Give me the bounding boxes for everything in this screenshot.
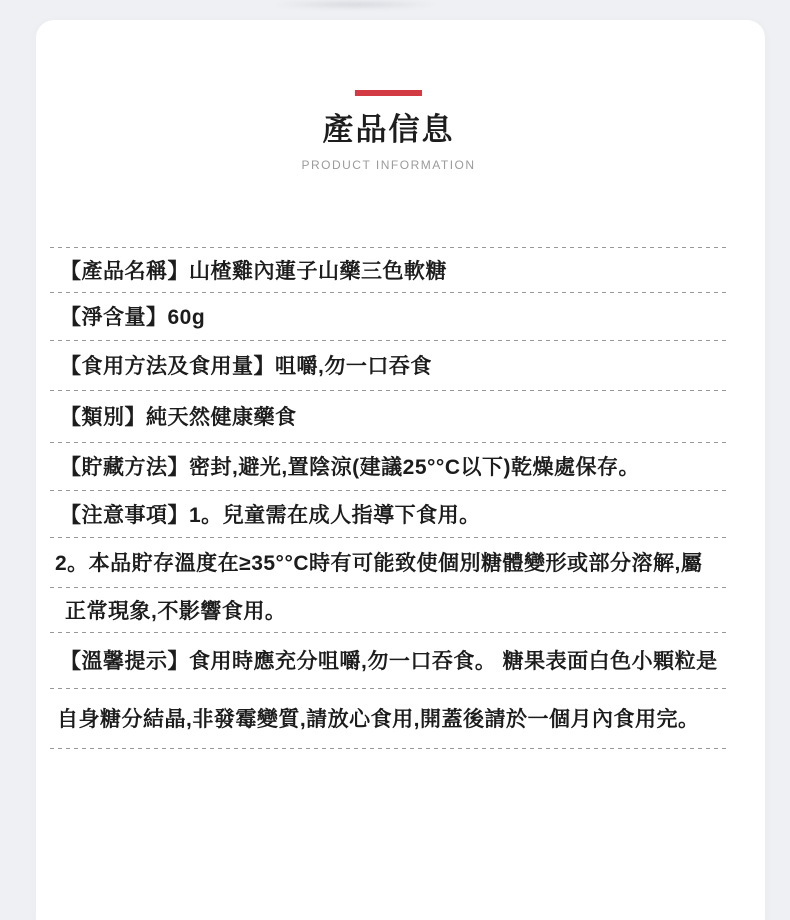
info-row-list xyxy=(50,247,728,749)
section-subtitle: PRODUCT INFORMATION xyxy=(301,158,476,173)
info-row-tip-1: 【溫馨提示】食用時應充分咀嚼,勿一口吞食。 糖果表面白色小顆粒是 xyxy=(50,632,728,688)
info-row-caution-1: 【注意事項】1。兒童需在成人指導下食用。 xyxy=(50,490,728,537)
info-row-usage: 【食用方法及食用量】咀嚼,勿一口吞食 xyxy=(50,340,728,390)
accent-line xyxy=(355,90,422,96)
info-row-net-weight: 【淨含量】60g xyxy=(50,292,728,340)
section-title: 產品信息 xyxy=(322,112,455,147)
info-row-product-name: 【產品名稱】山楂雞內蓮子山藥三色軟糖 xyxy=(50,247,728,292)
info-row-storage: 【貯藏方法】密封,避光,置陰涼(建議25°°C以下)乾燥處保存。 xyxy=(50,442,728,490)
section-header xyxy=(36,83,741,172)
info-row-caution-2-cont: 正常現象,不影響食用。 xyxy=(50,587,728,632)
info-row-caution-2: 2。本品貯存溫度在≥35°°C時有可能致使個別糖體變形或部分溶解,屬 xyxy=(50,537,728,587)
info-row-category: 【類別】純天然健康藥食 xyxy=(50,390,728,442)
info-row-tip-2: 自身糖分結晶,非發霉變質,請放心食用,開蓋後請於一個月內食用完。 xyxy=(50,688,728,748)
product-info-card xyxy=(36,20,765,920)
background-smudge xyxy=(270,0,440,9)
